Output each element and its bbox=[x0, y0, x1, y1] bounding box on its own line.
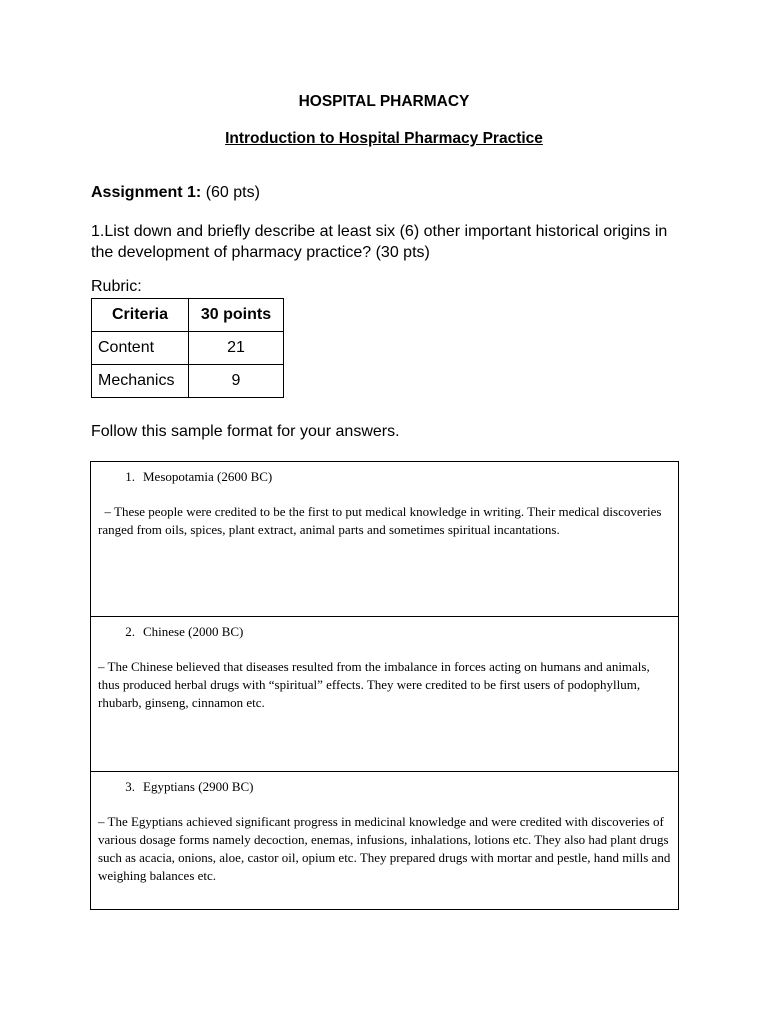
rubric-points: 21 bbox=[189, 332, 284, 365]
rubric-points: 9 bbox=[189, 365, 284, 398]
rubric-header-points: 30 points bbox=[189, 299, 284, 332]
rubric-header-row bbox=[92, 299, 284, 332]
rubric-row bbox=[92, 365, 284, 398]
entry-description: – The Egyptians achieved significant progress in medicinal knowledge and were credited with discoveries of various dosage forms namely decoction, enemas, infusions, inhalations, lotions etc. They also had plant drugs such as acacia, onions, aloe, castor oil, opium etc. They prepared drugs with mortar and pestle, hand mills and weighing balances etc. bbox=[98, 814, 671, 883]
rubric-header-criteria: Criteria bbox=[92, 299, 189, 332]
assignment-label: Assignment 1: bbox=[91, 184, 202, 201]
question-text: 1.List down and briefly describe at least six (6) other important historical origins in the development of pharmacy practice? (30 pts) bbox=[91, 223, 668, 261]
sample-entry bbox=[91, 617, 678, 772]
rubric-row bbox=[92, 332, 284, 365]
rubric-criterion: Content bbox=[92, 332, 189, 365]
entry-description: – The Chinese believed that diseases resulted from the imbalance in forces acting on humans and animals, thus produced herbal drugs with “spiritual” effects. They were credited to be first users of podophyllum, rhubarb, ginseng, cinnamon etc. bbox=[98, 659, 650, 710]
entry-description: – These people were credited to be the first to put medical knowledge in writing. Their medical discoveries ranged from oils, spices, plant extract, animal parts and sometimes spiritual incantations. bbox=[98, 504, 662, 537]
assignment-points: (60 pts) bbox=[205, 184, 260, 201]
assignment-heading bbox=[91, 184, 260, 202]
document-title: HOSPITAL PHARMACY bbox=[298, 93, 470, 110]
entry-number: 2. bbox=[125, 624, 135, 639]
entry-title: Mesopotamia (2600 BC) bbox=[143, 469, 273, 484]
entry-heading bbox=[98, 623, 672, 641]
rubric-table bbox=[91, 298, 284, 398]
sample-entry bbox=[91, 772, 678, 909]
sample-entry bbox=[91, 462, 678, 617]
entry-title: Egyptians (2900 BC) bbox=[143, 779, 254, 794]
entry-title: Chinese (2000 BC) bbox=[143, 624, 244, 639]
entry-number: 3. bbox=[125, 779, 135, 794]
document-subtitle: Introduction to Hospital Pharmacy Practice bbox=[225, 130, 543, 147]
sample-answer-box bbox=[90, 461, 679, 910]
instructions-text: Follow this sample format for your answers. bbox=[91, 423, 400, 440]
rubric-criterion: Mechanics bbox=[92, 365, 189, 398]
entry-heading bbox=[98, 778, 672, 796]
entry-heading bbox=[98, 468, 672, 486]
entry-number: 1. bbox=[125, 469, 135, 484]
rubric-label: Rubric: bbox=[91, 278, 142, 295]
